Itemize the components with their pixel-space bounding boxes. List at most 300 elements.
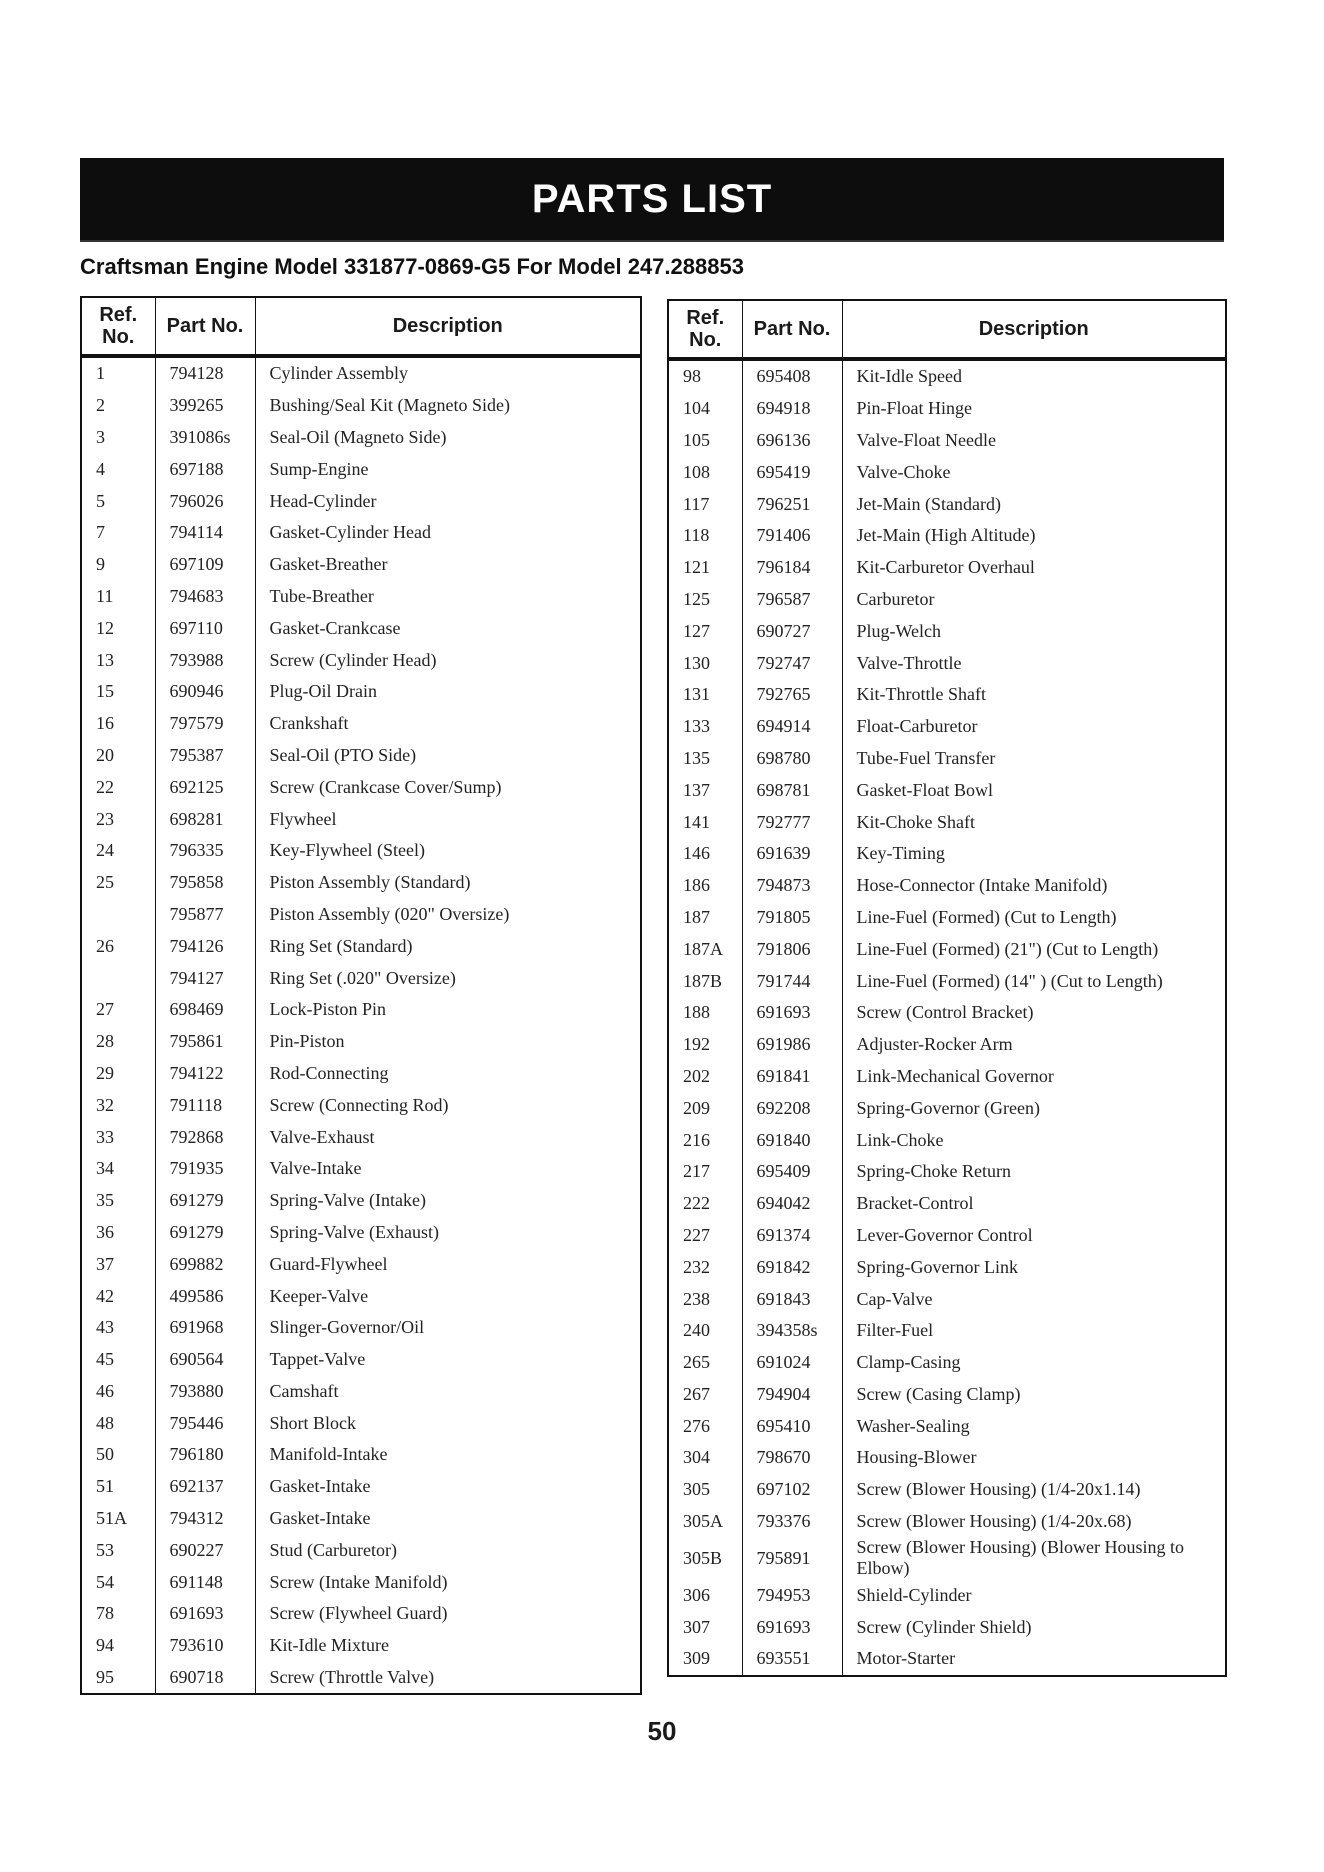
description-cell: Spring-Valve (Exhaust) <box>255 1217 641 1249</box>
description-cell: Screw (Connecting Rod) <box>255 1089 641 1121</box>
description-cell: Stud (Carburetor) <box>255 1534 641 1566</box>
ref-no-cell: 209 <box>668 1092 742 1124</box>
ref-no-cell: 121 <box>668 552 742 584</box>
ref-no-cell: 188 <box>668 997 742 1029</box>
ref-no-cell: 186 <box>668 870 742 902</box>
description-cell: Spring-Choke Return <box>842 1156 1226 1188</box>
part-no-cell: 793880 <box>155 1376 255 1408</box>
description-header: Description <box>842 300 1226 359</box>
description-cell: Housing-Blower <box>842 1442 1226 1474</box>
ref-no-cell: 35 <box>81 1185 155 1217</box>
engine-model-subtitle: Craftsman Engine Model 331877-0869-G5 For Model 247.288853 <box>80 254 744 279</box>
description-cell: Clamp-Casing <box>842 1347 1226 1379</box>
part-no-cell: 794312 <box>155 1503 255 1535</box>
table-row <box>668 870 1226 902</box>
ref-no-cell: 202 <box>668 1061 742 1093</box>
table-row <box>81 581 641 613</box>
part-no-cell: 693551 <box>742 1643 842 1676</box>
page-number: 50 <box>647 1716 677 1746</box>
description-cell: Spring-Governor Link <box>842 1251 1226 1283</box>
ref-no-cell: 307 <box>668 1611 742 1643</box>
part-no-header: Part No. <box>155 297 255 356</box>
ref-no-cell: 118 <box>668 520 742 552</box>
ref-no-cell: 50 <box>81 1439 155 1471</box>
description-cell: Key-Timing <box>842 838 1226 870</box>
part-no-cell: 796180 <box>155 1439 255 1471</box>
table-row <box>81 740 641 772</box>
description-cell: Head-Cylinder <box>255 485 641 517</box>
description-cell: Filter-Fuel <box>842 1315 1226 1347</box>
parts-table-right <box>667 299 1227 1677</box>
description-cell: Sump-Engine <box>255 453 641 485</box>
ref-no-cell: 34 <box>81 1153 155 1185</box>
table-row <box>81 1089 641 1121</box>
description-cell: Tube-Fuel Transfer <box>842 743 1226 775</box>
ref-no-cell: 24 <box>81 835 155 867</box>
part-no-cell: 695408 <box>742 359 842 393</box>
table-row <box>81 1248 641 1280</box>
part-no-cell: 691840 <box>742 1124 842 1156</box>
description-cell: Hose-Connector (Intake Manifold) <box>842 870 1226 902</box>
description-cell: Kit-Throttle Shaft <box>842 679 1226 711</box>
description-cell: Crankshaft <box>255 708 641 740</box>
part-no-cell: 795858 <box>155 867 255 899</box>
ref-no-cell: 305A <box>668 1506 742 1538</box>
table-row <box>668 1379 1226 1411</box>
ref-no-cell: 98 <box>668 359 742 393</box>
description-cell: Guard-Flywheel <box>255 1248 641 1280</box>
table-row <box>81 1471 641 1503</box>
ref-no-cell: 276 <box>668 1410 742 1442</box>
ref-no-cell: 13 <box>81 644 155 676</box>
part-no-cell: 794873 <box>742 870 842 902</box>
part-no-cell: 691639 <box>742 838 842 870</box>
part-no-cell: 698781 <box>742 774 842 806</box>
table-row <box>668 965 1226 997</box>
part-no-cell: 694918 <box>742 393 842 425</box>
part-no-cell: 792868 <box>155 1121 255 1153</box>
table-row <box>81 1058 641 1090</box>
ref-no-cell: 42 <box>81 1280 155 1312</box>
description-cell: Spring-Governor (Green) <box>842 1092 1226 1124</box>
part-no-cell: 692125 <box>155 771 255 803</box>
description-cell: Bushing/Seal Kit (Magneto Side) <box>255 390 641 422</box>
ref-no-cell: 78 <box>81 1598 155 1630</box>
part-no-cell: 692208 <box>742 1092 842 1124</box>
description-cell: Screw (Control Bracket) <box>842 997 1226 1029</box>
table-row <box>668 1220 1226 1252</box>
ref-no-cell: 94 <box>81 1630 155 1662</box>
table-row <box>81 962 641 994</box>
description-cell: Line-Fuel (Formed) (14" ) (Cut to Length) <box>842 965 1226 997</box>
table-header-row <box>81 297 641 356</box>
description-cell: Link-Mechanical Governor <box>842 1061 1226 1093</box>
ref-no-cell: 306 <box>668 1579 742 1611</box>
ref-no-cell: 105 <box>668 425 742 457</box>
table-row <box>668 902 1226 934</box>
part-no-cell: 691148 <box>155 1566 255 1598</box>
part-no-cell: 791118 <box>155 1089 255 1121</box>
part-no-cell: 690564 <box>155 1344 255 1376</box>
ref-no-cell: 217 <box>668 1156 742 1188</box>
table-row <box>668 997 1226 1029</box>
table-row <box>668 1347 1226 1379</box>
table-row <box>81 1534 641 1566</box>
part-no-cell: 690718 <box>155 1662 255 1695</box>
description-cell: Plug-Welch <box>842 615 1226 647</box>
description-cell: Valve-Intake <box>255 1153 641 1185</box>
part-no-cell: 698469 <box>155 994 255 1026</box>
table-row <box>668 359 1226 393</box>
description-cell: Pin-Float Hinge <box>842 393 1226 425</box>
description-cell: Jet-Main (High Altitude) <box>842 520 1226 552</box>
part-no-cell: 692137 <box>155 1471 255 1503</box>
table-row <box>81 867 641 899</box>
ref-no-cell: 54 <box>81 1566 155 1598</box>
description-cell: Seal-Oil (PTO Side) <box>255 740 641 772</box>
table-row <box>668 1611 1226 1643</box>
parts-list-banner <box>80 158 1224 242</box>
description-cell: Line-Fuel (Formed) (Cut to Length) <box>842 902 1226 934</box>
ref-no-cell: 104 <box>668 393 742 425</box>
table-row <box>81 930 641 962</box>
table-row <box>81 1026 641 1058</box>
part-no-cell: 794683 <box>155 581 255 613</box>
table-row <box>668 1410 1226 1442</box>
description-cell: Kit-Idle Speed <box>842 359 1226 393</box>
ref-no-cell: 43 <box>81 1312 155 1344</box>
part-no-cell: 793376 <box>742 1506 842 1538</box>
part-no-cell: 791806 <box>742 933 842 965</box>
ref-no-cell: 108 <box>668 456 742 488</box>
part-no-cell: 690227 <box>155 1534 255 1566</box>
part-no-cell: 695410 <box>742 1410 842 1442</box>
part-no-cell: 796335 <box>155 835 255 867</box>
table-row <box>668 1124 1226 1156</box>
part-no-cell: 691843 <box>742 1283 842 1315</box>
ref-no-cell: 29 <box>81 1058 155 1090</box>
table-row <box>81 1566 641 1598</box>
description-cell: Screw (Cylinder Shield) <box>842 1611 1226 1643</box>
ref-no-cell: 192 <box>668 1029 742 1061</box>
part-no-cell: 394358s <box>742 1315 842 1347</box>
ref-no-cell: 1 <box>81 356 155 390</box>
part-no-cell: 691374 <box>742 1220 842 1252</box>
ref-no-cell: 133 <box>668 711 742 743</box>
part-no-cell: 691841 <box>742 1061 842 1093</box>
table-row <box>81 1280 641 1312</box>
ref-no-cell: 4 <box>81 453 155 485</box>
table-row <box>81 899 641 931</box>
part-no-cell: 794114 <box>155 517 255 549</box>
description-cell: Valve-Choke <box>842 456 1226 488</box>
table-row <box>668 1579 1226 1611</box>
description-header: Description <box>255 297 641 356</box>
description-cell: Jet-Main (Standard) <box>842 488 1226 520</box>
ref-no-cell: 95 <box>81 1662 155 1695</box>
ref-no-cell: 227 <box>668 1220 742 1252</box>
ref-no-cell: 131 <box>668 679 742 711</box>
part-no-cell: 690727 <box>742 615 842 647</box>
table-row <box>81 1662 641 1695</box>
description-cell: Shield-Cylinder <box>842 1579 1226 1611</box>
ref-no-cell: 305 <box>668 1474 742 1506</box>
ref-no-cell: 187A <box>668 933 742 965</box>
ref-no-cell: 216 <box>668 1124 742 1156</box>
table-row <box>668 647 1226 679</box>
table-row <box>81 1153 641 1185</box>
ref-no-cell: 240 <box>668 1315 742 1347</box>
part-no-cell: 794127 <box>155 962 255 994</box>
table-row <box>668 838 1226 870</box>
part-no-cell: 691842 <box>742 1251 842 1283</box>
part-no-cell: 791406 <box>742 520 842 552</box>
ref-no-cell: 45 <box>81 1344 155 1376</box>
ref-no-cell: 7 <box>81 517 155 549</box>
table-row <box>81 485 641 517</box>
description-cell: Valve-Exhaust <box>255 1121 641 1153</box>
description-cell: Gasket-Cylinder Head <box>255 517 641 549</box>
part-no-cell: 697102 <box>742 1474 842 1506</box>
table-row <box>81 1344 641 1376</box>
ref-no-cell: 33 <box>81 1121 155 1153</box>
description-cell: Lever-Governor Control <box>842 1220 1226 1252</box>
banner-title: PARTS LIST <box>531 176 773 221</box>
table-row <box>668 743 1226 775</box>
ref-no-cell: 305B <box>668 1537 742 1579</box>
part-no-cell: 694042 <box>742 1188 842 1220</box>
description-cell: Screw (Blower Housing) (1/4-20x1.14) <box>842 1474 1226 1506</box>
description-cell: Screw (Blower Housing) (Blower Housing to Elbow) <box>842 1537 1226 1579</box>
ref-no-cell: 16 <box>81 708 155 740</box>
table-row <box>668 1061 1226 1093</box>
table-row <box>668 615 1226 647</box>
table-row <box>81 676 641 708</box>
ref-no-cell: 27 <box>81 994 155 1026</box>
ref-no-cell: 37 <box>81 1248 155 1280</box>
table-row <box>81 1439 641 1471</box>
ref-no-cell: 309 <box>668 1643 742 1676</box>
description-cell: Valve-Throttle <box>842 647 1226 679</box>
part-no-cell: 690946 <box>155 676 255 708</box>
description-cell: Short Block <box>255 1407 641 1439</box>
ref-no-cell: 9 <box>81 549 155 581</box>
description-cell: Motor-Starter <box>842 1643 1226 1676</box>
part-no-cell: 691279 <box>155 1185 255 1217</box>
table-row <box>668 456 1226 488</box>
description-cell: Kit-Choke Shaft <box>842 806 1226 838</box>
part-no-cell: 691693 <box>155 1598 255 1630</box>
ref-no-cell: 117 <box>668 488 742 520</box>
ref-no-cell: 127 <box>668 615 742 647</box>
ref-no-cell <box>81 899 155 931</box>
ref-no-cell: 125 <box>668 584 742 616</box>
part-no-cell: 697188 <box>155 453 255 485</box>
part-no-cell: 797579 <box>155 708 255 740</box>
description-cell: Ring Set (.020" Oversize) <box>255 962 641 994</box>
description-cell: Valve-Float Needle <box>842 425 1226 457</box>
ref-no-cell: 28 <box>81 1026 155 1058</box>
part-no-cell: 796184 <box>742 552 842 584</box>
table-row <box>668 1315 1226 1347</box>
table-row <box>668 774 1226 806</box>
part-no-cell: 791744 <box>742 965 842 997</box>
part-no-cell: 691024 <box>742 1347 842 1379</box>
description-cell: Bracket-Control <box>842 1188 1226 1220</box>
ref-no-cell: 26 <box>81 930 155 962</box>
table-row <box>81 1312 641 1344</box>
table-row <box>81 708 641 740</box>
part-no-cell: 792777 <box>742 806 842 838</box>
table-row <box>668 425 1226 457</box>
description-cell: Screw (Crankcase Cover/Sump) <box>255 771 641 803</box>
table-row <box>81 356 641 390</box>
description-cell: Plug-Oil Drain <box>255 676 641 708</box>
description-cell: Adjuster-Rocker Arm <box>842 1029 1226 1061</box>
description-cell: Manifold-Intake <box>255 1439 641 1471</box>
part-no-cell: 696136 <box>742 425 842 457</box>
part-no-cell: 793988 <box>155 644 255 676</box>
part-no-cell: 793610 <box>155 1630 255 1662</box>
description-cell: Gasket-Crankcase <box>255 612 641 644</box>
ref-no-cell: 20 <box>81 740 155 772</box>
table-row <box>81 1407 641 1439</box>
part-no-cell: 794904 <box>742 1379 842 1411</box>
ref-no-cell: 12 <box>81 612 155 644</box>
ref-no-cell: 187B <box>668 965 742 997</box>
table-row <box>668 1442 1226 1474</box>
ref-no-cell: 232 <box>668 1251 742 1283</box>
description-cell: Gasket-Intake <box>255 1471 641 1503</box>
ref-no-cell: 22 <box>81 771 155 803</box>
table-row <box>668 488 1226 520</box>
ref-no-cell: 146 <box>668 838 742 870</box>
ref-no-cell: 238 <box>668 1283 742 1315</box>
part-no-cell: 792765 <box>742 679 842 711</box>
description-cell: Cylinder Assembly <box>255 356 641 390</box>
ref-no-cell: 48 <box>81 1407 155 1439</box>
part-no-cell: 695419 <box>742 456 842 488</box>
description-cell: Pin-Piston <box>255 1026 641 1058</box>
part-no-cell: 791805 <box>742 902 842 934</box>
description-cell: Tube-Breather <box>255 581 641 613</box>
table-row <box>668 711 1226 743</box>
table-row <box>668 1537 1226 1579</box>
table-row <box>81 517 641 549</box>
description-cell: Gasket-Intake <box>255 1503 641 1535</box>
description-cell: Screw (Cylinder Head) <box>255 644 641 676</box>
description-cell: Piston Assembly (Standard) <box>255 867 641 899</box>
ref-no-header: Ref. No. <box>668 300 742 359</box>
description-cell: Kit-Carburetor Overhaul <box>842 552 1226 584</box>
part-no-cell: 794128 <box>155 356 255 390</box>
part-no-cell: 699882 <box>155 1248 255 1280</box>
description-cell: Flywheel <box>255 803 641 835</box>
part-no-cell: 691986 <box>742 1029 842 1061</box>
table-row <box>668 1251 1226 1283</box>
ref-no-cell: 222 <box>668 1188 742 1220</box>
part-no-cell: 791935 <box>155 1153 255 1185</box>
table-row <box>668 520 1226 552</box>
ref-no-cell: 304 <box>668 1442 742 1474</box>
ref-no-cell: 265 <box>668 1347 742 1379</box>
description-cell: Keeper-Valve <box>255 1280 641 1312</box>
part-no-cell: 796587 <box>742 584 842 616</box>
description-cell: Screw (Blower Housing) (1/4-20x.68) <box>842 1506 1226 1538</box>
part-no-cell: 794126 <box>155 930 255 962</box>
table-row <box>81 390 641 422</box>
part-no-cell: 695409 <box>742 1156 842 1188</box>
ref-no-cell: 130 <box>668 647 742 679</box>
ref-no-cell: 267 <box>668 1379 742 1411</box>
parts-table-left <box>80 296 642 1695</box>
part-no-cell: 697109 <box>155 549 255 581</box>
table-row <box>668 933 1226 965</box>
table-row <box>668 1188 1226 1220</box>
part-no-cell: 795877 <box>155 899 255 931</box>
part-no-cell: 691693 <box>742 997 842 1029</box>
ref-no-cell: 135 <box>668 743 742 775</box>
part-no-cell: 795387 <box>155 740 255 772</box>
ref-no-cell: 5 <box>81 485 155 517</box>
description-cell: Float-Carburetor <box>842 711 1226 743</box>
description-cell: Line-Fuel (Formed) (21") (Cut to Length) <box>842 933 1226 965</box>
part-no-cell: 697110 <box>155 612 255 644</box>
table-row <box>81 612 641 644</box>
description-cell: Washer-Sealing <box>842 1410 1226 1442</box>
description-cell: Screw (Flywheel Guard) <box>255 1598 641 1630</box>
table-row <box>668 1156 1226 1188</box>
ref-no-cell: 36 <box>81 1217 155 1249</box>
part-no-cell: 698281 <box>155 803 255 835</box>
description-cell: Link-Choke <box>842 1124 1226 1156</box>
ref-no-cell: 141 <box>668 806 742 838</box>
part-no-cell: 794953 <box>742 1579 842 1611</box>
part-no-cell: 796026 <box>155 485 255 517</box>
part-no-cell: 795861 <box>155 1026 255 1058</box>
description-cell: Screw (Throttle Valve) <box>255 1662 641 1695</box>
ref-no-cell: 46 <box>81 1376 155 1408</box>
ref-no-cell: 187 <box>668 902 742 934</box>
part-no-cell: 399265 <box>155 390 255 422</box>
part-no-cell: 798670 <box>742 1442 842 1474</box>
table-row <box>81 1630 641 1662</box>
ref-no-cell: 51A <box>81 1503 155 1535</box>
part-no-cell: 691968 <box>155 1312 255 1344</box>
ref-no-cell: 51 <box>81 1471 155 1503</box>
description-cell: Gasket-Breather <box>255 549 641 581</box>
description-cell: Cap-Valve <box>842 1283 1226 1315</box>
description-cell: Ring Set (Standard) <box>255 930 641 962</box>
table-row <box>81 1598 641 1630</box>
ref-no-cell: 137 <box>668 774 742 806</box>
table-row <box>81 1121 641 1153</box>
table-row <box>668 1474 1226 1506</box>
part-no-cell: 694914 <box>742 711 842 743</box>
ref-no-cell: 32 <box>81 1089 155 1121</box>
part-no-cell: 391086s <box>155 422 255 454</box>
ref-no-cell: 11 <box>81 581 155 613</box>
description-cell: Camshaft <box>255 1376 641 1408</box>
table-row <box>81 1185 641 1217</box>
description-cell: Key-Flywheel (Steel) <box>255 835 641 867</box>
ref-no-cell: 25 <box>81 867 155 899</box>
part-no-header: Part No. <box>742 300 842 359</box>
ref-no-cell <box>81 962 155 994</box>
part-no-cell: 794122 <box>155 1058 255 1090</box>
part-no-cell: 792747 <box>742 647 842 679</box>
ref-no-cell: 23 <box>81 803 155 835</box>
